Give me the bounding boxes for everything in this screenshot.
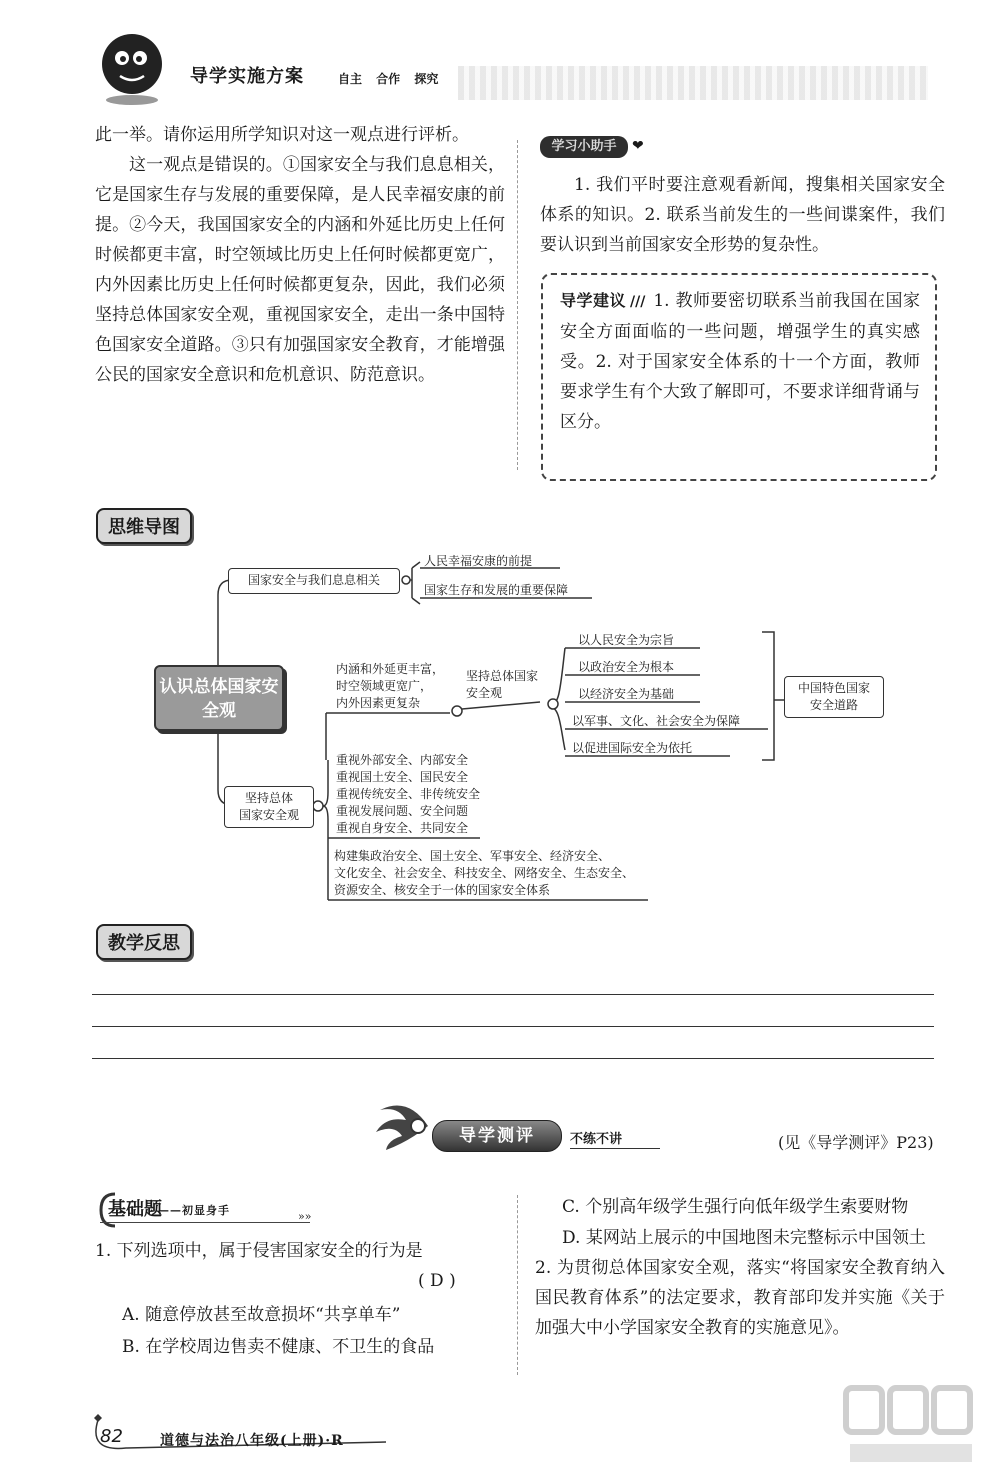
reflection-line-1 (92, 994, 934, 995)
suggestion-content (560, 286, 920, 437)
mindmap-section-label: 思维导图 (96, 508, 192, 544)
question-2-stem: 2. 为贯彻总体国家安全观，落实“将国家安全教育纳入国民教育体系”的法定要求，教育部印发并实施《关于加强大中小学国家安全教育的实施意见》。 (535, 1258, 945, 1338)
question-1-stem: 1. 下列选项中，属于侵害国家安全的行为是 (95, 1241, 423, 1261)
question-1-option-b: B. 在学校周边售卖不健康、不卫生的食品 (122, 1337, 435, 1357)
mindmap-branch1-leaf1: 人民幸福安康的前提 (424, 554, 533, 568)
mindmap-branch2-node: 坚持总体国家 安全观 (466, 669, 539, 700)
mindmap-branch3-system: 构建集政治安全、国土安全、军事安全、经济安全、 文化安全、社会安全、科技安全、网络安全、生态安全、 资源安全、核安全于一体的国家安全体系 (334, 849, 635, 897)
mindmap-principle-3: 以经济安全为基础 (578, 687, 675, 701)
question-1-option-d: D. 某网站上展示的中国地图未完整标示中国领土 (562, 1228, 926, 1248)
header-title: 导学实施方案 (190, 66, 304, 87)
slash-icon: /// (630, 294, 646, 310)
mindmap-branch3: 坚持总体 国家安全观 (224, 786, 314, 828)
header-tags: 自主 合作 探究 (338, 72, 439, 86)
question-1 (95, 1236, 500, 1266)
question-1-option-c: C. 个别高年级学生强行向低年级学生索要财物 (562, 1197, 909, 1217)
header-decor-bar (458, 66, 928, 100)
mascot-logo (96, 28, 168, 106)
swirl-icon (368, 1096, 438, 1152)
question-2 (535, 1253, 945, 1343)
mindmap-branch1: 国家安全与我们息息相关 (228, 568, 400, 594)
reflection-section-label: 教学反思 (96, 924, 192, 960)
column-divider-2 (517, 1195, 518, 1375)
assessment-reference: (见《导学测评》P23) (778, 1133, 934, 1152)
basic-section-subtitle: ——初显身手 (158, 1204, 230, 1217)
mindmap-principle-1: 以人民安全为宗旨 (578, 633, 675, 647)
question-1-answer: ( D ) (418, 1271, 456, 1291)
heart-icon: ❤ (632, 138, 644, 154)
chevron-right-icon: »» (298, 1210, 312, 1223)
question-tail: 此一举。请你运用所学知识对这一观点进行评析。 (95, 125, 469, 145)
watermark-logo (840, 1380, 980, 1470)
mindmap-branch1-leaf2: 国家生存和发展的重要保障 (424, 583, 569, 597)
left-column (95, 120, 505, 390)
helper-text-block (540, 170, 945, 260)
mindmap-principle-2: 以政治安全为根本 (578, 660, 675, 674)
page-number: 82 (100, 1426, 123, 1447)
book-title: 道德与法治八年级(上册)·R (160, 1433, 344, 1449)
basic-underline (100, 1222, 310, 1223)
mindmap-branch3-list: 重视外部安全、内部安全 重视国土安全、国民安全 重视传统安全、非传统安全 重视发展问题、安全问题 重视自身安全、共同安全 (336, 753, 481, 835)
assessment-banner: 导学测评 (432, 1120, 562, 1152)
answer-paragraph: 这一观点是错误的。①国家安全与我们息息相关，它是国家生存与发展的重要保障，是人民幸福安康的前提。②今天，我国国家安全的内涵和外延比历史上任何时候都更丰富，时空领域比历史上任何时候都更宽广，内外因素比历史上任何时候都更复杂，因此，我们必须坚持总体国家安全观，重视国家安全，走出一条中国特色国家安全道路。③只有加强国家安全教育，才能增强公民的国家安全意识和危机意识、防范意识。 (95, 155, 505, 385)
basic-section-label: 基础题 (108, 1199, 162, 1220)
mindmap-principle-4: 以军事、文化、社会安全为保障 (572, 714, 741, 728)
mindmap-root: 认识总体国家安全观 (154, 665, 284, 731)
suggestion-text: 1. 教师要密切联系当前我国在国家安全方面面临的一些问题，增强学生的真实感受。2. 对于国家安全体系的十一个方面，教师要求学生有个大致了解即可，不要求详细背诵与区分。 (560, 291, 920, 432)
suggestion-label: 导学建议 (560, 291, 627, 310)
column-divider (517, 140, 518, 470)
mindmap-branch2-desc: 内涵和外延更丰富， 时空领域更宽广， 内外因素更复杂 (336, 662, 445, 710)
helper-text: 1. 我们平时要注意观看新闻，搜集相关国家安全体系的知识。2. 联系当前发生的一些间谍案件，我们要认识到当前国家安全形势的复杂性。 (540, 175, 945, 255)
reflection-line-2 (92, 1026, 934, 1027)
mindmap-principle-5: 以促进国际安全为依托 (572, 741, 693, 755)
assessment-subtitle: 不练不讲 (570, 1132, 623, 1147)
assessment-underline (570, 1148, 660, 1149)
question-1-option-a: A. 随意停放甚至故意损坏“共享单车” (122, 1305, 401, 1325)
reflection-line-3 (92, 1058, 934, 1059)
helper-label: 学习小助手 (540, 136, 628, 158)
mindmap-road: 中国特色国家 安全道路 (784, 676, 884, 718)
